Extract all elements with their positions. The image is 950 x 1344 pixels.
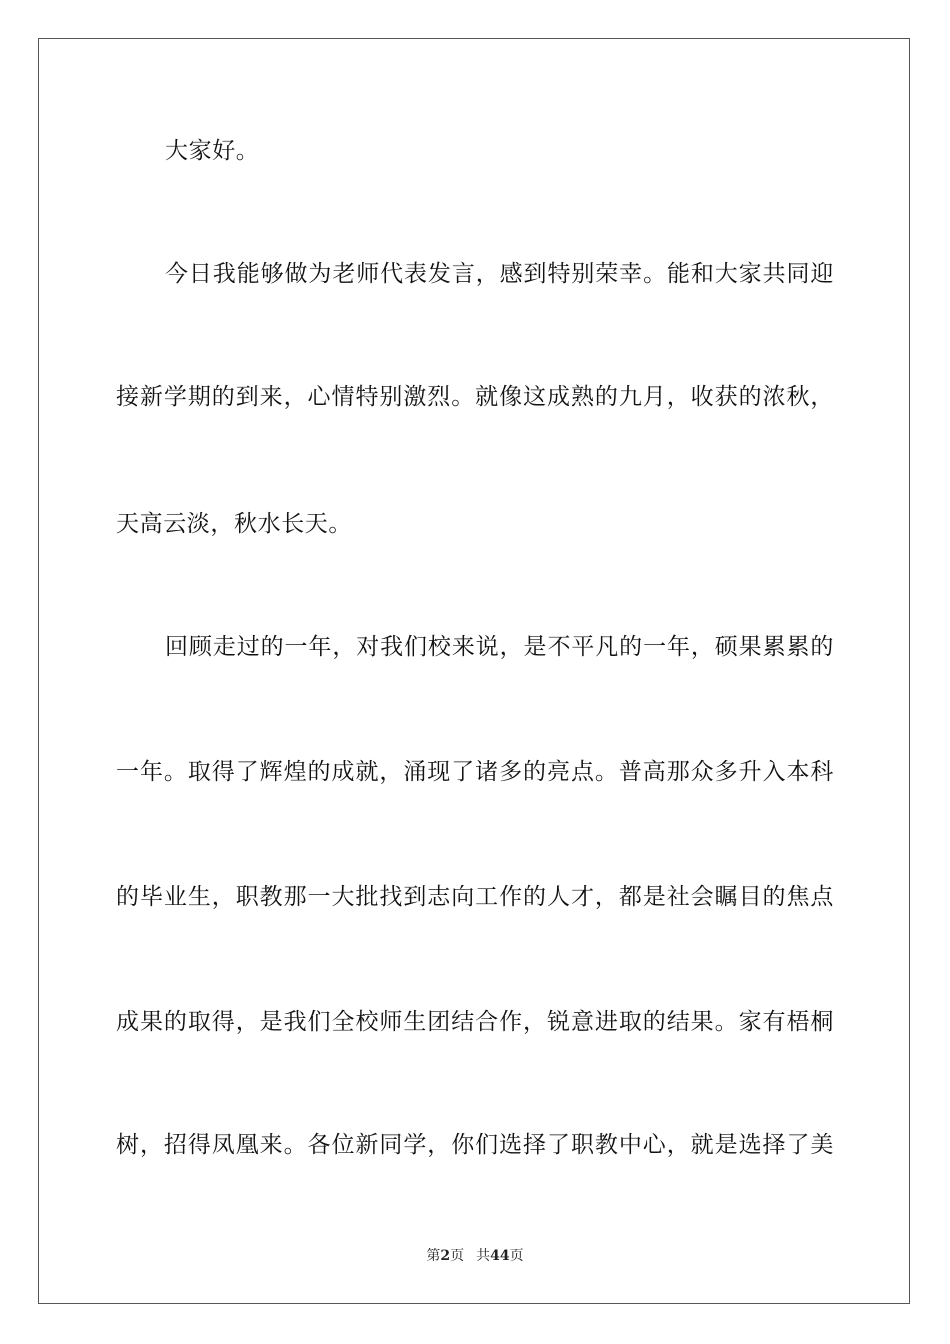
paragraph-line: 树，招得凤凰来。各位新同学，你们选择了职教中心，就是选择了美	[116, 1132, 834, 1158]
paragraph-line: 的毕业生，职教那一大批找到志向工作的人才，都是社会瞩目的焦点	[116, 884, 834, 910]
page-prefix: 第	[426, 1248, 441, 1264]
paragraph-line: 大家好。	[165, 138, 260, 164]
paragraph-line: 一年。取得了辉煌的成就，涌现了诸多的亮点。普高那众多升入本科	[116, 759, 834, 785]
paragraph-line: 成果的取得，是我们全校师生团结合作，锐意进取的结果。家有梧桐	[116, 1009, 834, 1035]
total-prefix: 共	[476, 1248, 491, 1264]
paragraph-line: 接新学期的到来，心情特别激烈。就像这成熟的九月，收获的浓秋，	[116, 384, 834, 410]
total-unit: 页	[509, 1248, 524, 1264]
page-unit: 页	[450, 1248, 465, 1264]
current-page-number: 2	[440, 1248, 451, 1264]
page-frame	[38, 38, 910, 1304]
page-footer	[0, 1246, 950, 1266]
paragraph-line: 今日我能够做为老师代表发言，感到特别荣幸。能和大家共同迎	[165, 261, 834, 287]
total-page-count: 44	[490, 1248, 510, 1264]
paragraph-line: 天高云淡，秋水长天。	[116, 511, 352, 537]
paragraph-line: 回顾走过的一年，对我们校来说，是不平凡的一年，硕果累累的	[165, 634, 834, 660]
